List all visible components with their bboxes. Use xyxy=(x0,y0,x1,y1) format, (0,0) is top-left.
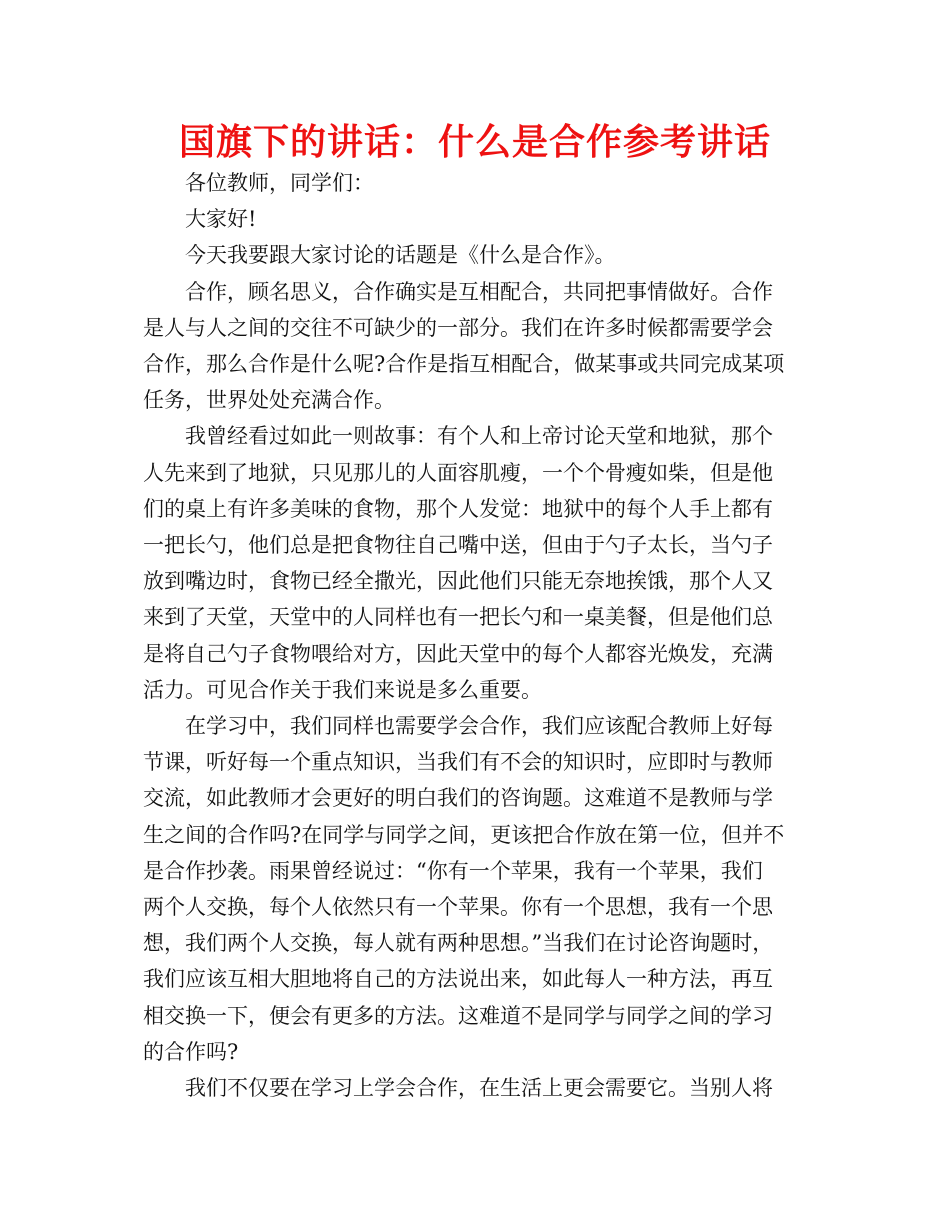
paragraph-story: 我曾经看过如此一则故事：有个人和上帝讨论天堂和地狱，那个 人先来到了地狱，只见那儿的人面容肌瘦，一个个骨瘦如柴，但是他 们的桌上有许多美味的食物，那个人发觉：地狱中的每个人手上都有 一把长勺，他们总是把食物往自己嘴中送，但由于勺子太长，当勺子 放到嘴边时，食物已经全撒光，因此他们只能无奈地挨饿，那个人又 来到了天堂，天堂中的人同样也有一把长勺和一桌美餐，但是他们总 是将自己勺子食物喂给对方，因此天堂中的每个人都容光焕发，充满 活力。可见合作关于我们来说是多么重要。 xyxy=(143,424,773,702)
document-body xyxy=(143,165,823,1106)
paragraph-definition: 合作，顾名思义，合作确实是互相配合，共同把事情做好。合作 是人与人之间的交往不可缺少的一部分。我们在许多时候都需要学会 合作，那么合作是什么呢?合作是指互相配合，做某事或共同完成某项 任务，世界处处充满合作。 xyxy=(143,279,785,413)
paragraph-study: 在学习中，我们同样也需要学会合作，我们应该配合教师上好每 节课，听好每一个重点知识，当我们有不会的知识时，应即时与教师 交流，如此教师才会更好的明白我们的咨询题。这难道不是教师与学 生之间的合作吗?在同学与同学之间，更该把合作放在第一位，但并不 是合作抄袭。雨果曾经说过：“你有一个苹果，我有一个苹果，我们 两个人交换，每个人依然只有一个苹果。你有一个思想，我有一个思 想，我们两个人交换，每人就有两种思想。”当我们在讨论咨询题时， 我们应该互相大胆地将自己的方法说出来，如此每人一种方法，再互 相交换一下，便会有更多的方法。这难道不是同学与同学之间的学习 的合作吗? xyxy=(143,714,785,1064)
paragraph-hello: 大家好! xyxy=(185,207,257,232)
paragraph-greeting: 各位教师，同学们： xyxy=(185,171,374,195)
paragraph-life: 我们不仅要在学习上学会合作，在生活上更会需要它。当别人将 xyxy=(185,1076,773,1101)
paragraph-topic: 今天我要跟大家讨论的话题是《什么是合作》。 xyxy=(185,243,616,268)
document-title: 国旗下的讲话：什么是合作参考讲话 xyxy=(178,122,771,163)
